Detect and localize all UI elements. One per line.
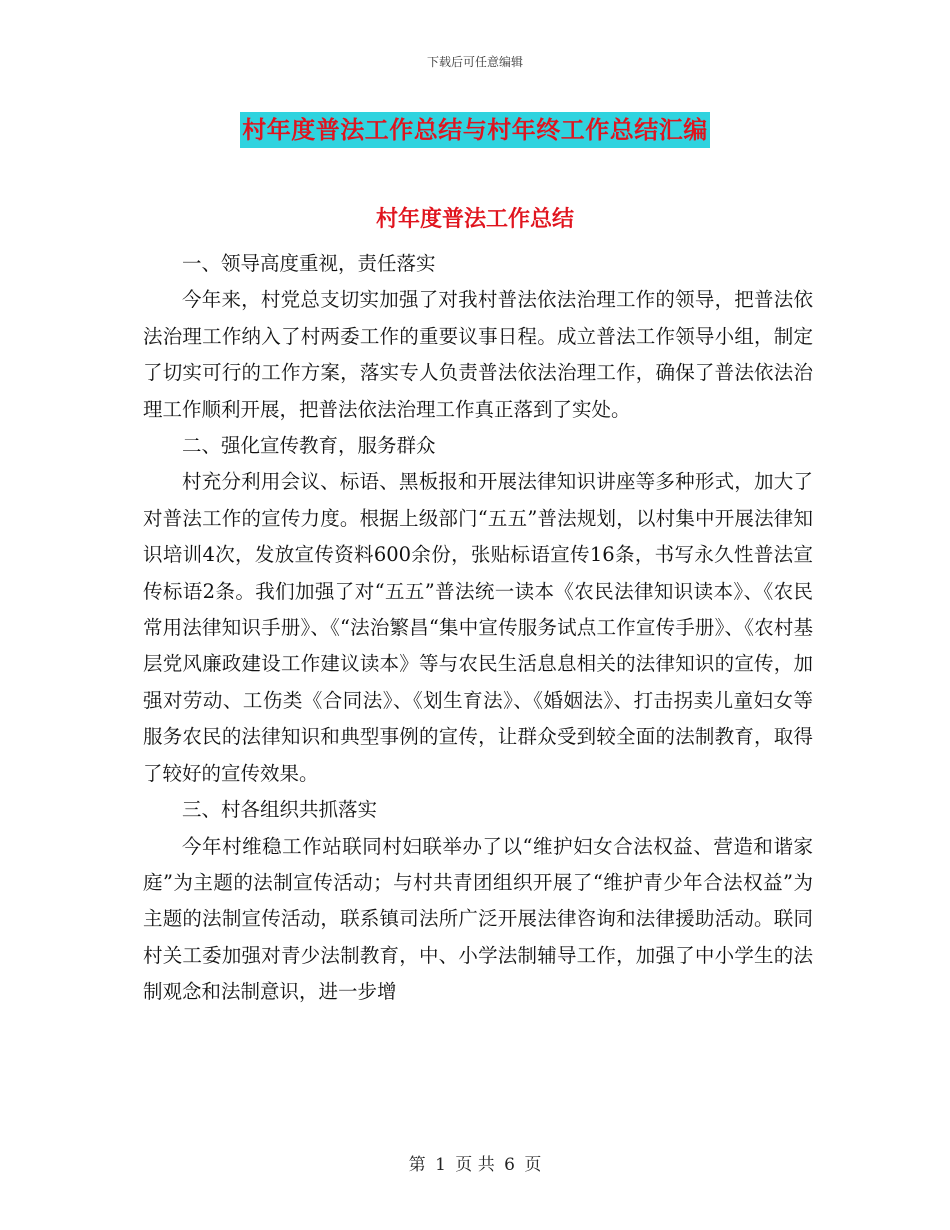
heading-3: 三、村各组织共抓落实 <box>182 798 378 822</box>
page-footer <box>0 1150 950 1175</box>
footer-middle: 页 共 <box>455 1155 495 1175</box>
heading-1: 一、领导高度重视，责任落实 <box>182 252 436 275</box>
heading-2: 二、强化宣传教育，服务群众 <box>182 434 436 458</box>
paragraph-2: 村充分利用会议、标语、黑板报和开展法律知识讲座等多种形式，加大了对普法工作的宣传力度。根据上级部门“五五”普法规划，以村集中开展法律知识培训4次，发放宣传资料600余份，张贴标语宣传16条，书写永久性普法宣传标语2条。我们加强了对“五五”普法统一读本《农民法律知识读本》、《农民常用法律知识手册》、《“法治繁昌“集中宣传服务试点工作宣传手册》、《农村基层党风廉政建设工作建议读本》等与农民生活息息相关的法律知识的宣传，加强对劳动、工伤类《合同法》、《划生育法》、《婚姻法》、打击拐卖儿童妇女等服务农民的法律知识和典型事例的宣传，让群众受到较全面的法制教育，取得了较好的宣传效果。 <box>143 470 813 785</box>
footer-suffix: 页 <box>524 1155 542 1175</box>
document-main-title: 村年度普法工作总结与村年终工作总结汇编 <box>240 112 710 148</box>
paragraph-1: 今年来，村党总支切实加强了对我村普法依法治理工作的领导，把普法依法治理工作纳入了村两委工作的重要议事日程。成立普法工作领导小组，制定了切实可行的工作方案，落实专人负责普法依法治理工作，确保了普法依法治理工作顺利开展，把普法依法治理工作真正落到了实处。 <box>143 288 813 421</box>
footer-prefix: 第 <box>408 1155 426 1175</box>
document-body <box>143 246 813 1011</box>
page-header-note: 下载后可任意编辑 <box>426 55 523 69</box>
paragraph-3: 今年村维稳工作站联同村妇联举办了以“维护妇女合法权益、营造和谐家庭”为主题的法制宣传活动；与村共青团组织开展了“维护青少年合法权益”为主题的法制宣传活动，联系镇司法所广泛开展法律咨询和法律援助活动。联同村关工委加强对青少法制教育，中、小学法制辅导工作，加强了中小学生的法制观念和法制意识，进一步增 <box>143 834 813 1004</box>
main-title-wrap <box>0 112 950 148</box>
footer-current-page: 1 <box>435 1155 446 1175</box>
footer-total-pages: 6 <box>504 1155 515 1175</box>
section-title: 村年度普法工作总结 <box>375 207 574 232</box>
